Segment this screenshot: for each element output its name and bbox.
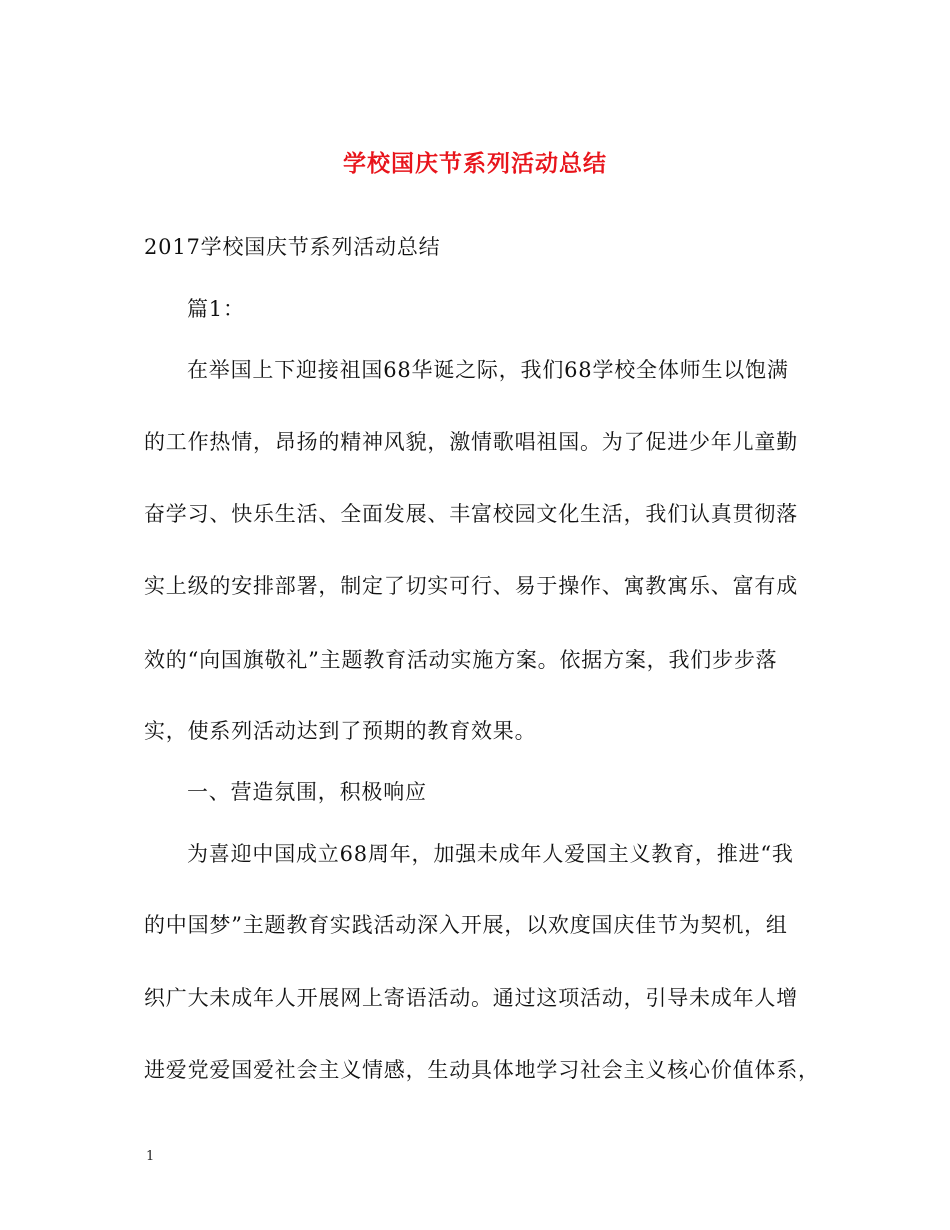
- paragraph-line: 进爱党爱国爱社会主义情感，生动具体地学习社会主义核心价值体系，: [144, 1058, 820, 1082]
- paragraph-line: 的工作热情，昂扬的精神风貌，激情歌唱祖国。为了促进少年儿童勤: [144, 430, 798, 454]
- paragraph-line: 实上级的安排部署，制定了切实可行、易于操作、寓教寓乐、富有成: [144, 574, 798, 598]
- paragraph-line: 在举国上下迎接祖国68华诞之际，我们68学校全体师生以饱满: [187, 358, 789, 382]
- section-heading: 一、营造氛围，积极响应: [187, 780, 427, 804]
- document-title: 学校国庆节系列活动总结: [343, 150, 607, 177]
- paragraph-line: 为喜迎中国成立68周年，加强未成年人爱国主义教育，推进“我: [187, 842, 794, 866]
- paragraph-line: 的中国梦”主题教育实践活动深入开展，以欢度国庆佳节为契机，组: [144, 913, 788, 937]
- section-label: 篇1：: [187, 297, 245, 321]
- paragraph-line: 实，使系列活动达到了预期的教育效果。: [144, 719, 537, 743]
- paragraph-line: 效的“向国旗敬礼”主题教育活动实施方案。依据方案，我们步步落: [144, 648, 778, 672]
- page-number: 1: [146, 1149, 155, 1164]
- subtitle-line: 2017学校国庆节系列活动总结: [144, 235, 441, 259]
- paragraph-line: 织广大未成年人开展网上寄语活动。通过这项活动，引导未成年人增: [144, 986, 798, 1010]
- paragraph-line: 奋学习、快乐生活、全面发展、丰富校园文化生活，我们认真贯彻落: [144, 502, 798, 526]
